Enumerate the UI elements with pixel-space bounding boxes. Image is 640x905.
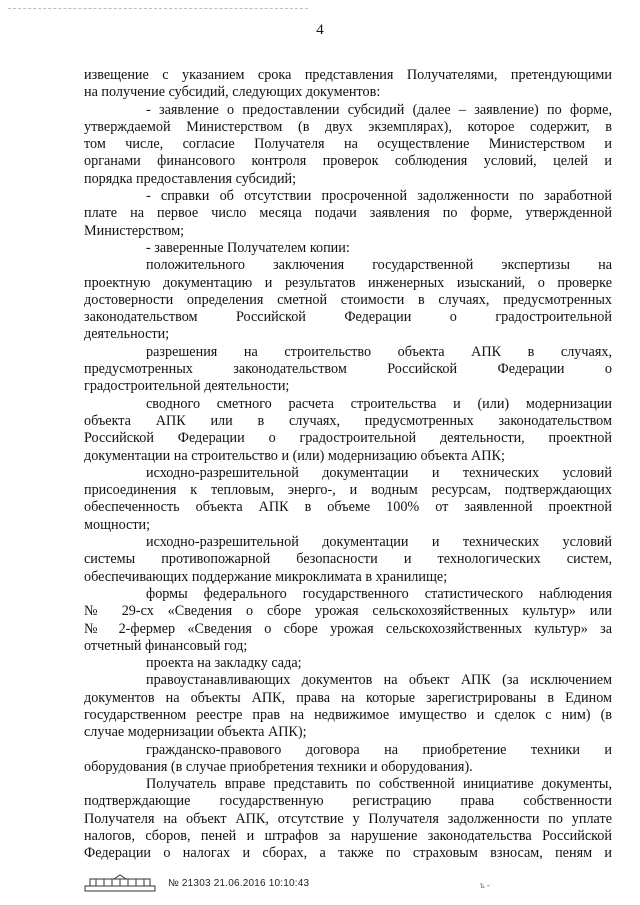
text-line: извещение с указанием срока представления Получателями, претендующими [84,67,612,83]
text-line: исходно-разрешительной документации и технических условий [146,534,612,551]
text-line: разрешения на строительство объекта АПК в случаях, [146,343,612,360]
text-line: проектную документацию и результатов инженерных изысканий, о проверке [84,274,612,291]
text-line: налогов, сборов, пеней и штрафов за нарушение законодательства Российской [84,828,612,845]
text-line: гражданско-правового договора на приобретение техники и [146,741,612,758]
text-line: обеспечивающих поддержание микроклимата в хранилище; [84,568,448,585]
text-line: порядка предоставления субсидий; [84,170,297,187]
text-line: государственном реестре прав на недвижимое имущество и сделок с ним) (в [84,706,612,723]
text-line: Получателя на объект АПК, отсутствие у Получателя задолженности по уплате [84,810,612,827]
corner-mark: ъ - [480,880,490,890]
text-line: Получатель вправе представить по собственной инициативе документы, [146,776,612,793]
text-line: том числе, согласие Получателя на осуществление Министерством и [84,136,612,153]
text-line: градостроительной деятельности; [84,378,290,395]
text-line: Федерации о налогах и сборах, а также по страховым взносам, пеням и [84,845,612,862]
text-line: плате на первое число месяца подачи заявления по форме, утвержденной [84,205,612,222]
text-line: случае модернизации объекта АПК); [84,724,307,741]
text-line: системы противопожарной безопасности и технологических систем, [84,551,612,568]
text-line: достоверности определения сметной стоимости в случаях, предусмотренных [84,291,612,308]
text-line: на получение субсидий, следующих документов: [84,84,381,101]
text-line: положительного заключения государственной экспертизы на [146,257,612,274]
text-line: исходно-разрешительной документации и технических условий [146,464,612,481]
text-line: законодательством Российской Федерации о градостроительной [84,309,612,326]
text-line: подтверждающие государственную регистрацию права собственности [84,793,612,810]
text-line: проекта на закладку сада; [146,655,302,672]
text-line: - справки об отсутствии просроченной задолженности по заработной [146,188,612,205]
text-line: № 2-фермер «Сведения о сборе урожая сельскохозяйственных культур» за [84,620,612,637]
footer [84,873,309,893]
text-line: № 29-сх «Сведения о сборе урожая сельскохозяйственных культур» или [84,603,612,620]
registration-stamp-icon [84,874,156,892]
document-body [84,67,612,863]
text-line: деятельности; [84,326,170,343]
text-line: утверждаемой Министерством (в двух экземплярах), которое содержит, в [84,118,612,135]
text-line: оборудования (в случае приобретения техники и оборудования). [84,758,473,775]
text-line: документации на строительство и (или) модернизацию объекта АПК; [84,447,505,464]
text-line: формы федерального государственного статистического наблюдения [146,585,612,602]
text-line: правоустанавливающих документов на объект АПК (за исключением [146,672,612,689]
text-line: мощности; [84,516,151,533]
document-reference: № 21303 21.06.2016 10:10:43 [168,877,310,889]
text-line: объекта АПК или в случаях, предусмотренных законодательством [84,412,612,429]
text-line: Министерством; [84,222,185,239]
text-line: отчетный финансовый год; [84,637,248,654]
text-line: предусмотренных законодательством Российской Федерации о [84,361,612,378]
text-line: присоединения к тепловым, энерго-, и водным ресурсам, подтверждающих [84,482,612,499]
text-line: Российской Федерации о градостроительной деятельности, проектной [84,430,612,447]
text-line: сводного сметного расчета строительства и (или) модернизации [146,395,612,412]
text-line: обеспеченность объекта АПК в объеме 100% от заявленной проектной [84,499,612,516]
text-line: органами финансового контроля проверок соблюдения условий, целей и [84,153,612,170]
scan-artifact-line [8,8,308,10]
text-line: документов на объекты АПК, права на которые зарегистрированы в Едином [84,689,612,706]
page-number: 4 [316,22,324,38]
text-line: - заявление о предоставлении субсидий (далее – заявление) по форме, [146,101,612,118]
text-line: - заверенные Получателем копии: [146,239,350,256]
